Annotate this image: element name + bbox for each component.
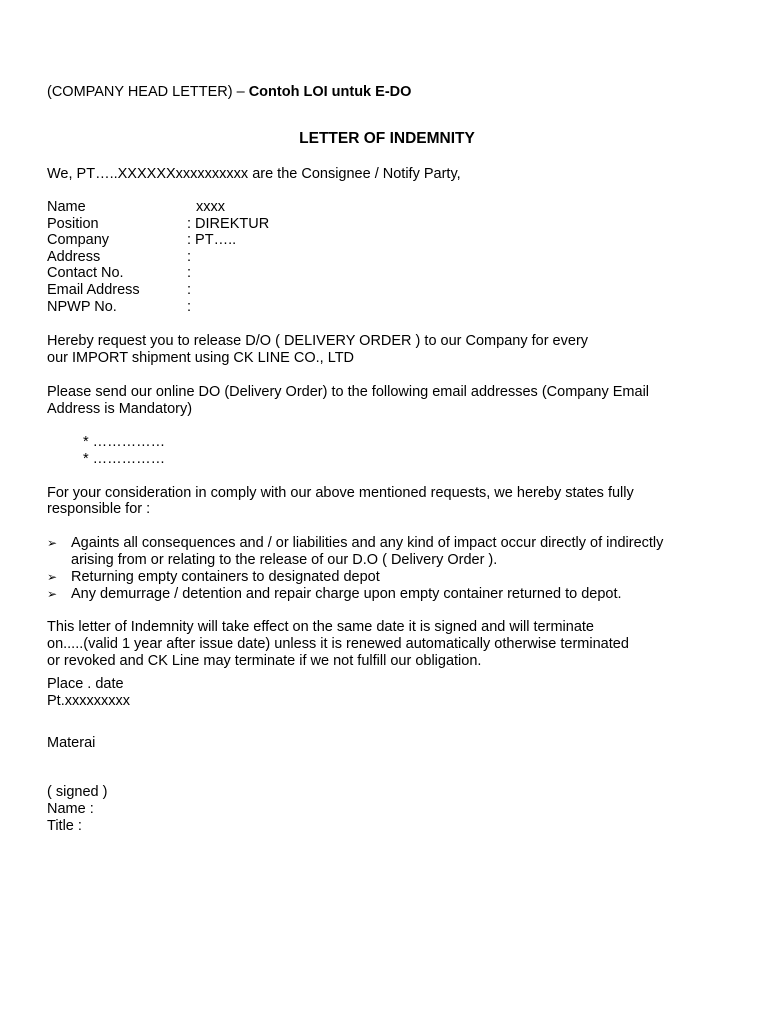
field-email — [47, 282, 191, 299]
field-value: : PT….. — [187, 232, 237, 248]
company-signatory: Pt.xxxxxxxxx — [47, 693, 130, 709]
list-item — [47, 569, 663, 586]
field-label: Name — [47, 199, 86, 215]
arrow-bullet-icon: ➢ — [47, 587, 58, 601]
signed-label: ( signed ) — [47, 784, 108, 800]
list-item-text: Againts all consequences and / or liabilities and any kind of impact occur directly of indirectly — [71, 535, 664, 551]
field-value: : — [187, 282, 192, 298]
signer-name-label: Name : — [47, 801, 94, 817]
request-line-2: our IMPORT shipment using CK LINE CO., LTD — [47, 350, 355, 366]
intro-line: We, PT…..XXXXXXxxxxxxxxxx are the Consignee / Notify Party, — [47, 166, 461, 182]
field-label: Position — [47, 216, 99, 232]
place-date: Place . date — [47, 676, 124, 692]
arrow-bullet-icon: ➢ — [47, 570, 58, 584]
company-head-bold: Contoh LOI untuk E-DO — [248, 84, 412, 100]
email-request-line-2: Address is Mandatory) — [47, 401, 193, 417]
field-company — [47, 232, 236, 249]
request-line-1: Hereby request you to release D/O ( DELIVERY ORDER ) to our Company for every — [47, 333, 589, 349]
list-item — [47, 586, 663, 603]
field-value: : — [187, 265, 192, 281]
field-value: : — [187, 249, 192, 265]
company-head-prefix: (COMPANY HEAD LETTER) – — [47, 84, 249, 100]
field-value: : DIREKTUR — [187, 216, 270, 232]
field-label: Email Address — [47, 282, 140, 298]
list-item-text: Any demurrage / detention and repair charge upon empty container returned to depot. — [71, 586, 622, 602]
arrow-bullet-icon: ➢ — [47, 536, 58, 550]
responsibility-list — [47, 535, 663, 603]
effect-line-2: on.....(valid 1 year after issue date) unless it is renewed automatically otherwise terminated — [47, 636, 629, 652]
field-npwp — [47, 299, 191, 316]
list-item-text: arising from or relating to the release of our D.O ( Delivery Order ). — [71, 552, 498, 568]
email-request-line-1: Please send our online DO (Delivery Order) to the following email addresses (Company Email — [47, 384, 650, 400]
materai-label: Materai — [47, 735, 96, 751]
field-label: NPWP No. — [47, 299, 117, 315]
field-address — [47, 249, 191, 266]
effect-line-3: or revoked and CK Line may terminate if we not fulfill our obligation. — [47, 653, 482, 669]
field-value: : — [187, 299, 192, 315]
field-contact — [47, 265, 191, 282]
field-label: Contact No. — [47, 265, 124, 281]
field-name — [47, 199, 225, 216]
consideration-line-2: responsible for : — [47, 501, 151, 517]
list-item — [47, 535, 663, 569]
effect-line-1: This letter of Indemnity will take effect on the same date it is signed and will terminate — [47, 619, 594, 635]
email-placeholder-1: * …………… — [83, 434, 166, 450]
letter-title: LETTER OF INDEMNITY — [299, 130, 475, 147]
signer-title-label: Title : — [47, 818, 82, 834]
field-position — [47, 216, 269, 233]
field-label: Address — [47, 249, 101, 265]
field-label: Company — [47, 232, 110, 248]
field-value: xxxx — [196, 199, 225, 215]
email-placeholder-2: * …………… — [83, 451, 166, 467]
consideration-line-1: For your consideration in comply with our above mentioned requests, we hereby states fully — [47, 485, 634, 501]
company-head-line — [47, 84, 411, 101]
list-item-text: Returning empty containers to designated depot — [71, 569, 380, 585]
